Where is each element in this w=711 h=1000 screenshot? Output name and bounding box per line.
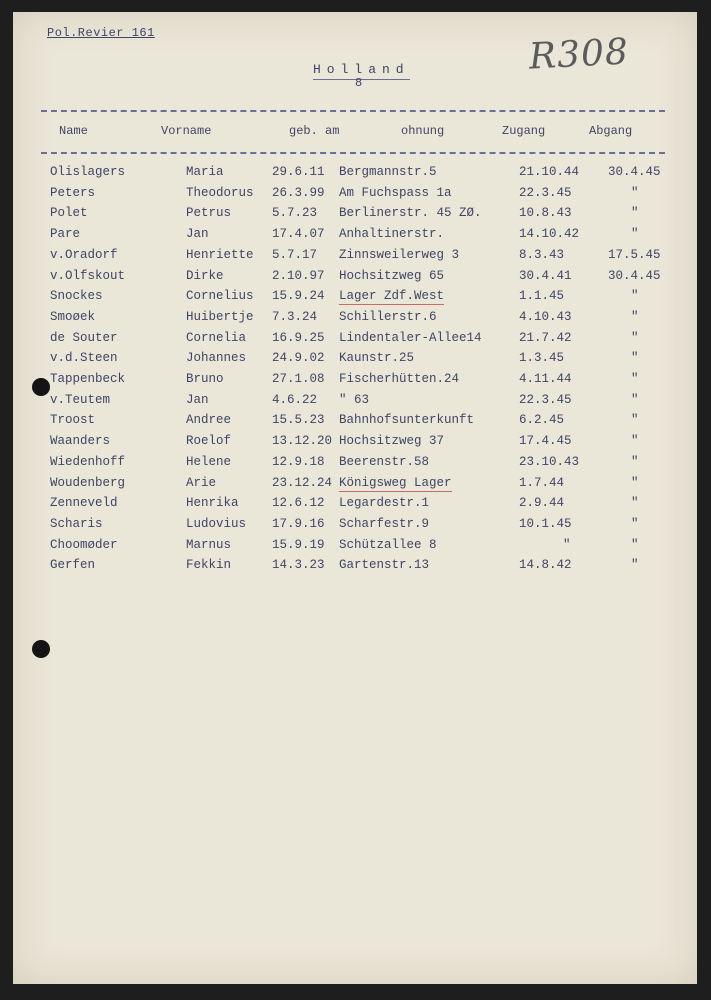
document-subtitle: 8 xyxy=(355,76,363,90)
column-header-abgang: Abgang xyxy=(589,124,633,138)
person-name: v.d.Steen xyxy=(50,351,118,366)
birth-date: 27.1.08 xyxy=(272,372,325,386)
person-name: Troost xyxy=(50,413,96,428)
person-name: Pare xyxy=(50,227,81,242)
birth-date: 14.3.23 xyxy=(272,558,325,573)
address: " 63 xyxy=(339,392,370,407)
departure-date: " xyxy=(631,413,639,428)
person-first-name: Huibertje xyxy=(186,309,254,324)
address: Hochsitzweg 37 xyxy=(339,434,445,449)
person-name: de Souter xyxy=(50,330,118,345)
arrival-date: 21.7.42 xyxy=(519,330,572,345)
address: Bahnhofsunterkunft xyxy=(339,413,475,428)
departure-date: " xyxy=(631,227,639,242)
person-name: Scharis xyxy=(50,516,103,531)
table-row xyxy=(13,248,697,268)
table-row xyxy=(13,351,697,371)
address: Hochsitzweg 65 xyxy=(339,268,445,283)
departure-date: " xyxy=(631,496,639,511)
departure-date: " xyxy=(631,330,639,345)
person-first-name: Theodorus xyxy=(186,185,254,200)
birth-date: 12.6.12 xyxy=(272,496,325,511)
birth-date: 23.12.24 xyxy=(272,475,333,490)
departure-date: " xyxy=(631,185,639,200)
person-first-name: Maria xyxy=(186,165,224,179)
person-name: v.Teutem xyxy=(50,392,111,407)
person-name: Zenneveld xyxy=(50,496,118,511)
person-name: Tappenbeck xyxy=(50,372,126,386)
birth-date: 26.3.99 xyxy=(272,185,325,200)
arrival-date: 23.10.43 xyxy=(519,454,580,469)
arrival-date: 22.3.45 xyxy=(519,392,572,407)
header-rule-bottom xyxy=(41,152,665,154)
person-name: v.Oradorf xyxy=(50,247,118,262)
departure-date: " xyxy=(631,434,639,449)
person-name: Gerfen xyxy=(50,558,96,573)
birth-date: 2.10.97 xyxy=(272,268,325,283)
table-row xyxy=(13,165,697,185)
person-name: Polet xyxy=(50,206,88,221)
person-first-name: Jan xyxy=(186,392,209,407)
departure-date: " xyxy=(631,289,639,304)
person-first-name: Fekkin xyxy=(186,558,232,573)
birth-date: 15.9.24 xyxy=(272,289,325,304)
person-name: Choomøder xyxy=(50,537,118,552)
arrival-date: 22.3.45 xyxy=(519,185,572,200)
person-first-name: Dirke xyxy=(186,268,224,283)
table-row xyxy=(13,331,697,351)
column-header-geb: geb. am xyxy=(289,124,340,138)
departure-date: " xyxy=(631,537,639,552)
birth-date: 13.12.20 xyxy=(272,434,333,449)
table-row xyxy=(13,517,697,537)
person-name: Olislagers xyxy=(50,165,126,179)
arrival-date: 4.11.44 xyxy=(519,372,572,386)
birth-date: 4.6.22 xyxy=(272,392,318,407)
table-row xyxy=(13,393,697,413)
departure-date: " xyxy=(631,372,639,386)
birth-date: 17.4.07 xyxy=(272,227,325,242)
person-first-name: Henriette xyxy=(186,247,254,262)
handwritten-note: R308 xyxy=(527,31,630,78)
departure-date: 30.4.45 xyxy=(608,165,661,179)
table-row xyxy=(13,289,697,309)
punch-hole xyxy=(32,640,50,658)
column-header-name: Name xyxy=(59,124,88,138)
person-first-name: Roelof xyxy=(186,434,232,449)
birth-date: 12.9.18 xyxy=(272,454,325,469)
person-name: v.Olfskout xyxy=(50,268,126,283)
arrival-date: 4.10.43 xyxy=(519,309,572,324)
arrival-date: 1.7.44 xyxy=(519,475,565,490)
address: Lindentaler-Allee14 xyxy=(339,330,482,345)
address: Schützallee 8 xyxy=(339,537,437,552)
document-page xyxy=(13,12,697,984)
address: Zinnsweilerweg 3 xyxy=(339,247,460,262)
birth-date: 5.7.23 xyxy=(272,206,318,221)
column-header-wohnung: ohnung xyxy=(401,124,445,138)
departure-date: " xyxy=(631,351,639,366)
person-first-name: Petrus xyxy=(186,206,232,221)
table-row xyxy=(13,538,697,558)
person-first-name: Cornelius xyxy=(186,289,254,304)
address: Legardestr.1 xyxy=(339,496,430,511)
table-row xyxy=(13,269,697,289)
address: Kaunstr.25 xyxy=(339,351,415,366)
person-first-name: Marnus xyxy=(186,537,232,552)
address: Lager Zdf.West xyxy=(339,289,445,304)
police-district-label: Pol.Revier 161 xyxy=(47,26,155,40)
arrival-date: 6.2.45 xyxy=(519,413,565,428)
arrival-date: 10.8.43 xyxy=(519,206,572,221)
departure-date: " xyxy=(631,558,639,573)
person-name: Smoøek xyxy=(50,309,96,324)
column-header-zugang: Zugang xyxy=(502,124,546,138)
person-first-name: Andree xyxy=(186,413,232,428)
arrival-date: 17.4.45 xyxy=(519,434,572,449)
departure-date: 30.4.45 xyxy=(608,268,661,283)
person-name: Peters xyxy=(50,185,96,200)
arrival-date: 10.1.45 xyxy=(519,516,572,531)
birth-date: 29.6.11 xyxy=(272,165,325,179)
table-row xyxy=(13,227,697,247)
birth-date: 7.3.24 xyxy=(272,309,318,324)
arrival-date: 1.1.45 xyxy=(519,289,565,304)
birth-date: 17.9.16 xyxy=(272,516,325,531)
table-row xyxy=(13,372,697,392)
person-first-name: Arie xyxy=(186,475,217,490)
arrival-date: 2.9.44 xyxy=(519,496,565,511)
person-first-name: Helene xyxy=(186,454,232,469)
birth-date: 15.5.23 xyxy=(272,413,325,428)
person-first-name: Bruno xyxy=(186,372,224,386)
arrival-date: 14.8.42 xyxy=(519,558,572,573)
table-row xyxy=(13,186,697,206)
address: Scharfestr.9 xyxy=(339,516,430,531)
person-first-name: Jan xyxy=(186,227,209,242)
address: Fischerhütten.24 xyxy=(339,372,460,386)
birth-date: 16.9.25 xyxy=(272,330,325,345)
arrival-date: " xyxy=(563,537,571,552)
table-row xyxy=(13,206,697,226)
address: Gartenstr.13 xyxy=(339,558,430,573)
address: Bergmannstr.5 xyxy=(339,165,437,179)
departure-date: 17.5.45 xyxy=(608,247,661,262)
person-name: Woudenberg xyxy=(50,475,126,490)
table-row xyxy=(13,476,697,496)
person-first-name: Johannes xyxy=(186,351,247,366)
address: Am Fuchspass 1a xyxy=(339,185,452,200)
table-row xyxy=(13,434,697,454)
birth-date: 5.7.17 xyxy=(272,247,318,262)
arrival-date: 14.10.42 xyxy=(519,227,580,242)
arrival-date: 30.4.41 xyxy=(519,268,572,283)
departure-date: " xyxy=(631,475,639,490)
address: Königsweg Lager xyxy=(339,475,452,490)
person-first-name: Ludovius xyxy=(186,516,247,531)
table-row xyxy=(13,310,697,330)
address: Anhaltinerstr. xyxy=(339,227,445,242)
table-row xyxy=(13,558,697,578)
birth-date: 15.9.19 xyxy=(272,537,325,552)
arrival-date: 8.3.43 xyxy=(519,247,565,262)
punch-hole xyxy=(32,378,50,396)
column-header-vorname: Vorname xyxy=(161,124,212,138)
departure-date: " xyxy=(631,454,639,469)
birth-date: 24.9.02 xyxy=(272,351,325,366)
address: Schillerstr.6 xyxy=(339,309,437,324)
departure-date: " xyxy=(631,392,639,407)
person-name: Snockes xyxy=(50,289,103,304)
person-first-name: Cornelia xyxy=(186,330,247,345)
document-title: Holland xyxy=(313,62,410,80)
table-row xyxy=(13,496,697,516)
address: Beerenstr.58 xyxy=(339,454,430,469)
arrival-date: 21.10.44 xyxy=(519,165,580,179)
table-row xyxy=(13,413,697,433)
header-rule-top xyxy=(41,110,665,112)
departure-date: " xyxy=(631,206,639,221)
person-first-name: Henrika xyxy=(186,496,239,511)
person-name: Wiedenhoff xyxy=(50,454,126,469)
arrival-date: 1.3.45 xyxy=(519,351,565,366)
address: Berlinerstr. 45 ZØ. xyxy=(339,206,482,221)
person-name: Waanders xyxy=(50,434,111,449)
departure-date: " xyxy=(631,516,639,531)
departure-date: " xyxy=(631,309,639,324)
table-row xyxy=(13,455,697,475)
